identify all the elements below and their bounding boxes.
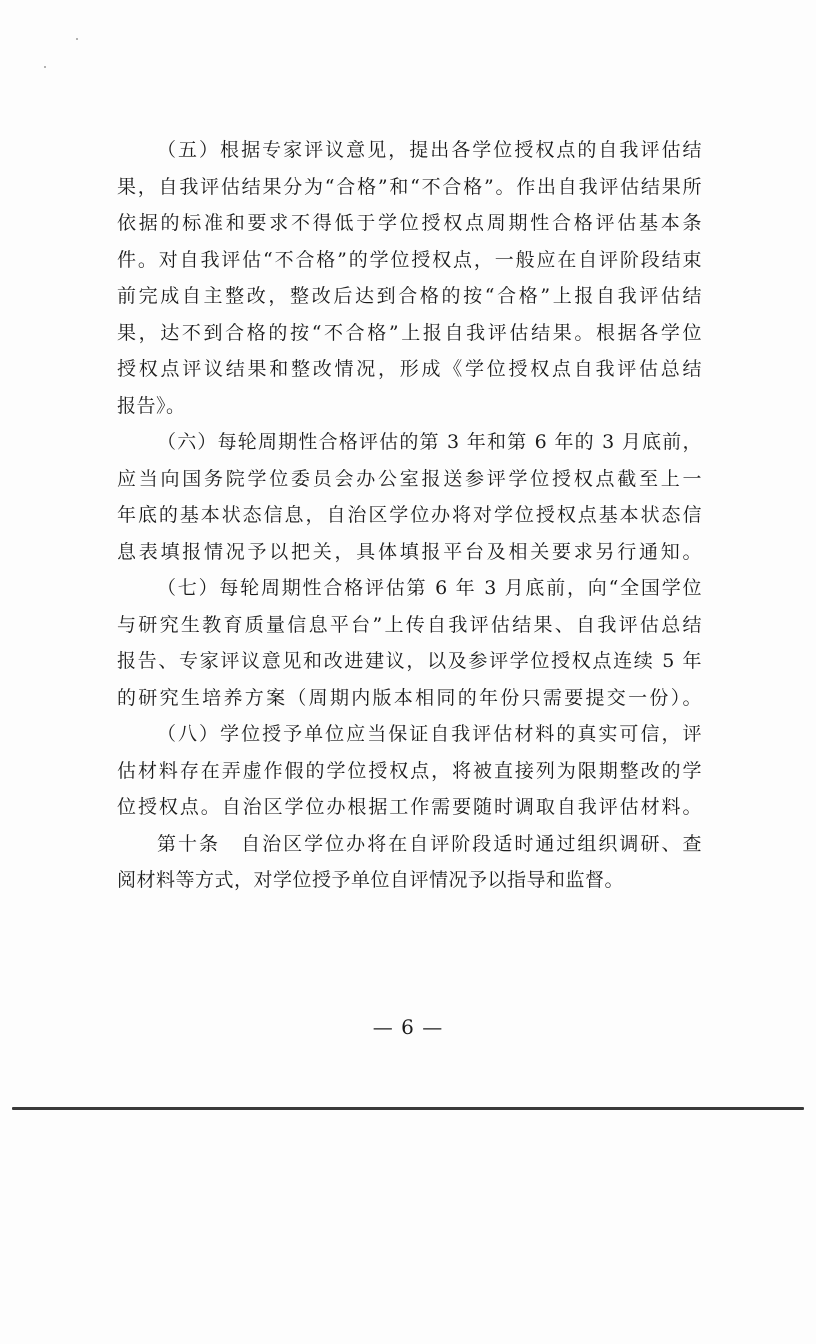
scan-speck: [44, 66, 46, 68]
paragraph-7-line-1: （七）每轮周期性合格评估第 6 年 3 月底前，向“全国学位: [157, 577, 702, 599]
paragraph-5-line-4: 件。对自我评估“不合格”的学位授权点，一般应在自评阶段结束: [117, 248, 702, 271]
paragraph-6-line-3: 年底的基本状态信息，自治区学位办将对学位授权点基本状态信: [117, 504, 702, 526]
article-10-line-2: 阅材料等方式，对学位授予单位自评情况予以指导和监督。: [117, 869, 625, 891]
paragraph-5-line-6: 果，达不到合格的按“不合格”上报自我评估结果。根据各学位: [117, 321, 702, 344]
paragraph-5-line-1: （五）根据专家评议意见，提出各学位授权点的自我评估结: [157, 139, 702, 161]
paragraph-6-line-1: （六）每轮周期性合格评估的第 3 年和第 6 年的 3 月底前，: [157, 431, 702, 453]
paragraph-5-line-7: 授权点评议结果和整改情况，形成《学位授权点自我评估总结: [117, 358, 702, 380]
scan-speck: [76, 38, 78, 40]
paragraph-5-line-3: 依据的标准和要求不得低于学位授权点周期性合格评估基本条: [117, 212, 702, 234]
paragraph-8-line-2: 估材料存在弄虚作假的学位授权点，将被直接列为限期整改的学: [117, 759, 702, 782]
page-number: — 6 —: [372, 1015, 444, 1039]
paragraph-7-line-2: 与研究生教育质量信息平台”上传自我评估结果、自我评估总结: [117, 613, 702, 636]
paragraph-8-line-1: （八）学位授予单位应当保证自我评估材料的真实可信，评: [157, 723, 702, 745]
paragraph-5-line-2: 果，自我评估结果分为“合格”和“不合格”。作出自我评估结果所: [117, 175, 702, 198]
paragraph-5-line-5: 前完成自主整改，整改后达到合格的按“合格”上报自我评估结: [117, 285, 702, 307]
paragraph-6-line-4: 息表填报情况予以把关，具体填报平台及相关要求另行通知。: [117, 540, 702, 563]
paragraph-7-line-3: 报告、专家评议意见和改进建议，以及参评学位授权点连续 5 年: [117, 650, 702, 672]
bottom-rule-divider: [12, 1107, 804, 1110]
body-text: [117, 132, 702, 899]
paragraph-6-line-2: 应当向国务院学位委员会办公室报送参评学位授权点截至上一: [117, 467, 702, 490]
paragraph-8-line-3: 位授权点。自治区学位办根据工作需要随时调取自我评估材料。: [117, 796, 702, 818]
paragraph-5-line-8: 报告》。: [117, 394, 186, 417]
article-10-line-1: 第十条 自治区学位办将在自评阶段适时通过组织调研、查: [157, 832, 702, 855]
paragraph-7-line-4: 的研究生培养方案（周期内版本相同的年份只需要提交一份）。: [117, 686, 702, 709]
